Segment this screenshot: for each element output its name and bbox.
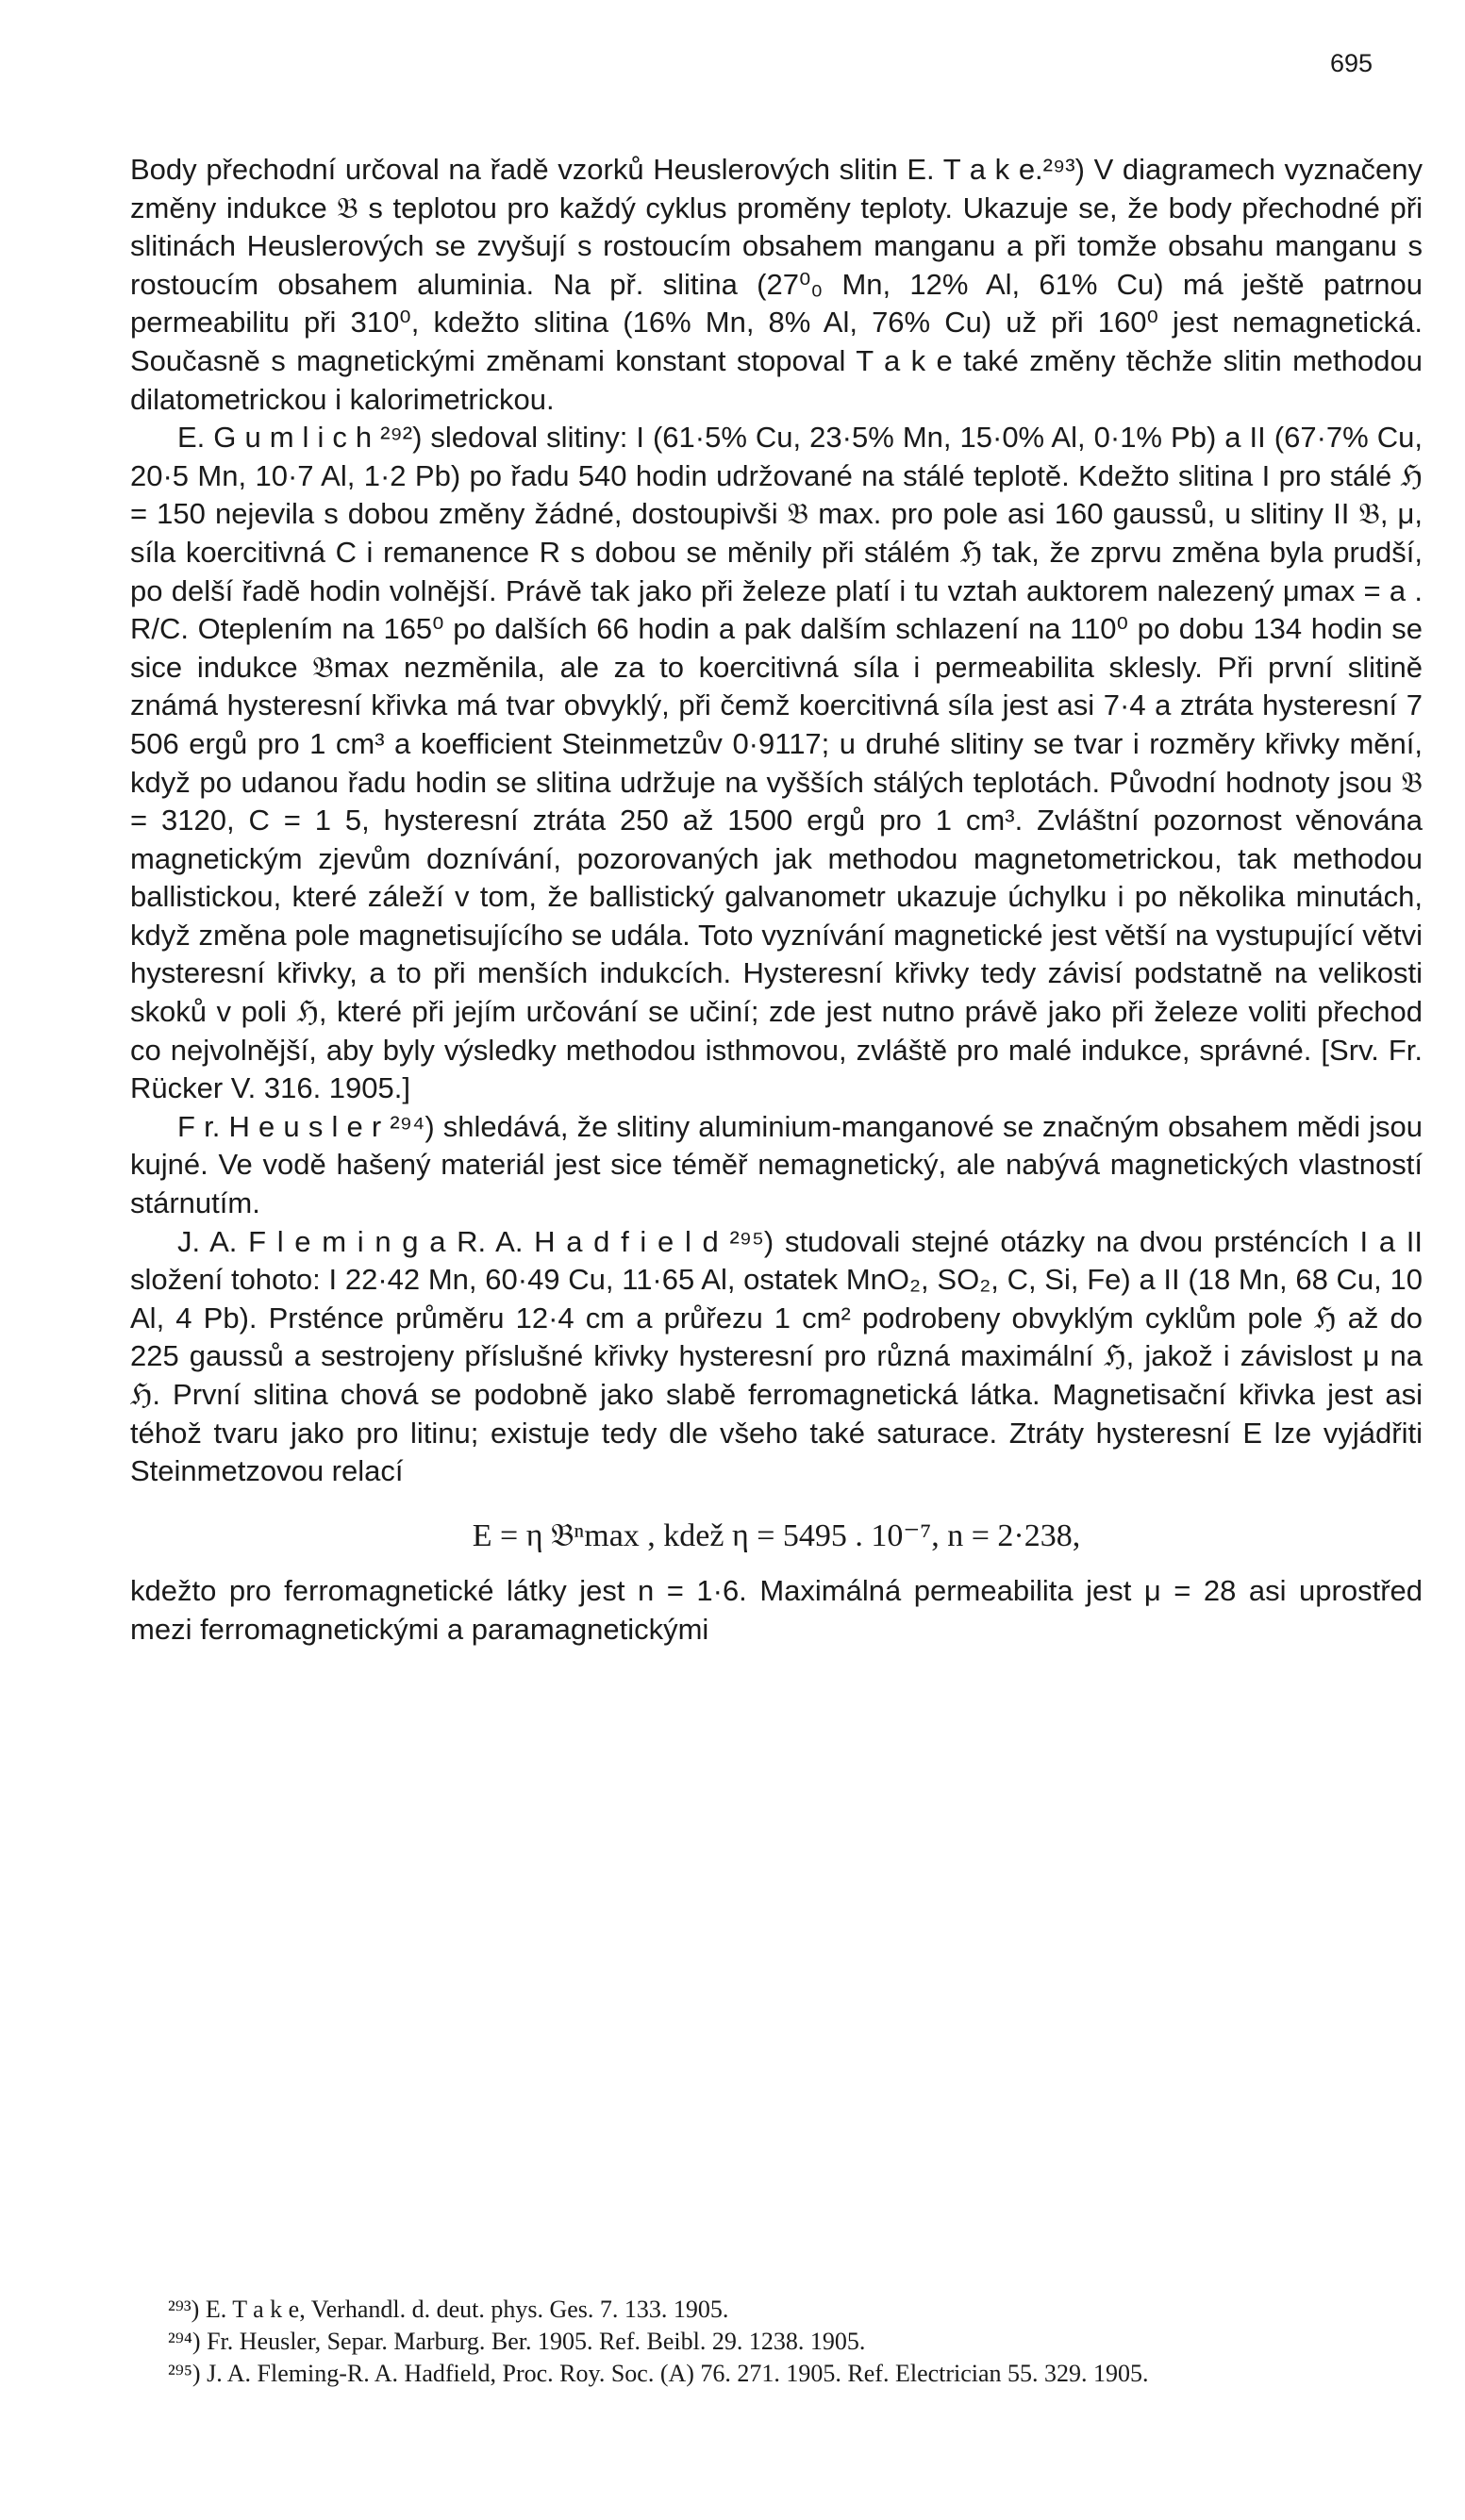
paragraph-continuation: kdežto pro ferromagnetické látky jest n = 1·6. Maximálná permeabilita jest μ = 28 asi uprostřed mezi ferromagnetickými a paramagnetickými — [130, 1574, 1423, 1646]
paragraph-gumlich: E. G u m l i c h ²⁹²) sledoval slitiny: I (61·5% Cu, 23·5% Mn, 15·0% Al, 0·1% Pb) a II (67·7% Cu, 20·5 Mn, 10·7 Al, 1·2 Pb) po řadu 540 hodin udržované na stálé teplotě. Kdežto slitina I pro stálé ℌ = 150 nejevila s dobou změny žádné, dostoupivši 𝔅 max. pro pole asi 160 gaussů, u slitiny II 𝔅, μ, síla koercitivná C i remanence R s dobou se měnily při stálém ℌ tak, že zprvu změna byla prudší, po delší řadě hodin volnější. Právě tak jako při železe platí i tu vztah auktorem nalezený μmax = a . R/C. Oteplením na 165⁰ po dalších 66 hodin a pak dalším schlazení na 110⁰ po dobu 134 hodin se sice indukce 𝔅max nezměnila, ale za to koercitivná síla i permeabilita sklesly. Při první slitině známá hysteresní křivka má tvar obvyklý, při čemž koercitivná síla jest asi 7·4 a ztráta hysteresní 7 506 ergů pro 1 cm³ a koefficient Steinmetzův 0·9117; u druhé slitiny se tvar i rozměry křivky mění, když po udanou řadu hodin se slitina udržuje na vyšších stálých teplotách. Původní hodnoty jsou 𝔅 = 3120, C = 1 5, hysteresní ztráta 250 až 1500 ergů pro 1 cm³. Zvláštní pozornost věnována magnetickým zjevům doznívání, pozorovaných jak methodou magnetometrickou, tak methodou ballistickou, které záleží v tom, že ballistický galvanometr ukazuje úchylku i po několika minutách, když změna pole magnetisujícího se udála. Toto vyznívání magnetické jest větší na vystupující větvi hysteresní křivky, a to při menších indukcích. Hysteresní křivky tedy závisí podstatně na velikosti skoků v poli ℌ, které při jejím určování se učiní; zde jest nutno právě jako při železe voliti přechod co nejvolnější, aby byly výsledky methodou isthmovou, zvláště pro malé indukce, správné. [Srv. Fr. Rücker V. 316. 1905.] — [130, 421, 1423, 1105]
paragraph-fleming-hadfield: J. A. F l e m i n g a R. A. H a d f i e l d ²⁹⁵) studovali stejné otázky na dvou prsténcích I a II složení tohoto: I 22·42 Mn, 60·49 Cu, 11·65 Al, ostatek MnO₂, SO₂, C, Si, Fe) a II (18 Mn, 68 Cu, 10 Al, 4 Pb). Prsténce průměru 12·4 cm a průřezu 1 cm² podrobeny obvyklým cyklům pole ℌ až do 225 gaussů a sestrojeny příslušné křivky hysteresní pro různá maximální ℌ, jakož i závislost μ na ℌ. První slitina chová se podobně jako slabě ferromagnetická látka. Magnetisační křivka jest asi téhož tvaru jako pro litinu; existuje tedy dle všeho také saturace. Ztráty hysteresní E lze vyjádřiti Steinmetzovou relací — [130, 1224, 1423, 1488]
paragraph-heusler: F r. H e u s l e r ²⁹⁴) shledává, že slitiny aluminium-manganové se značným obsahem mědi jsou kujné. Ve vodě hašený materiál jest sice téměř nemagnetický, ale nabývá magnetických vlastností stárnutím. — [130, 1109, 1423, 1220]
paragraph-take: Body přechodní určoval na řadě vzorků Heuslerových slitin E. T a k e.²⁹³) V diagramech vyznačeny změny indukce 𝔅 s teplotou pro každý cyklus proměny teploty. Ukazuje se, že body přechodné při slitinách Heuslerových se zvyšují s rostoucím obsahem manganu a při tomže obsahu manganu s rostoucím obsahem aluminia. Na př. slitina (27⁰₀ Mn, 12% Al, 61% Cu) má ještě patrnou permeabilitu při 310⁰, kdežto slitina (16% Mn, 8% Al, 76% Cu) už při 160⁰ jest nemagnetická. Současně s magnetickými změnami konstant stopoval T a k e také změny těchže slitin methodou dilatometrickou i kalorimetrickou. — [130, 153, 1423, 416]
footnote-294: ²⁹⁴) Fr. Heusler, Separ. Marburg. Ber. 1905. Ref. Beibl. 29. 1238. 1905. — [168, 2328, 866, 2355]
main-text — [130, 151, 1423, 1650]
footnote-293: ²⁹³) E. T a k e, Verhandl. d. deut. phys. Ges. 7. 133. 1905. — [168, 2296, 729, 2323]
page-number: 695 — [1329, 49, 1373, 77]
footnotes — [130, 2294, 1423, 2390]
footnote-295: ²⁹⁵) J. A. Fleming-R. A. Hadfield, Proc. Roy. Soc. (A) 76. 271. 1905. Ref. Electrician 55. 329. 1905. — [168, 2360, 1149, 2387]
steinmetz-formula: E = η 𝔅ⁿmax , kdež η = 5495 . 10⁻⁷, n = 2·238, — [472, 1517, 1081, 1553]
